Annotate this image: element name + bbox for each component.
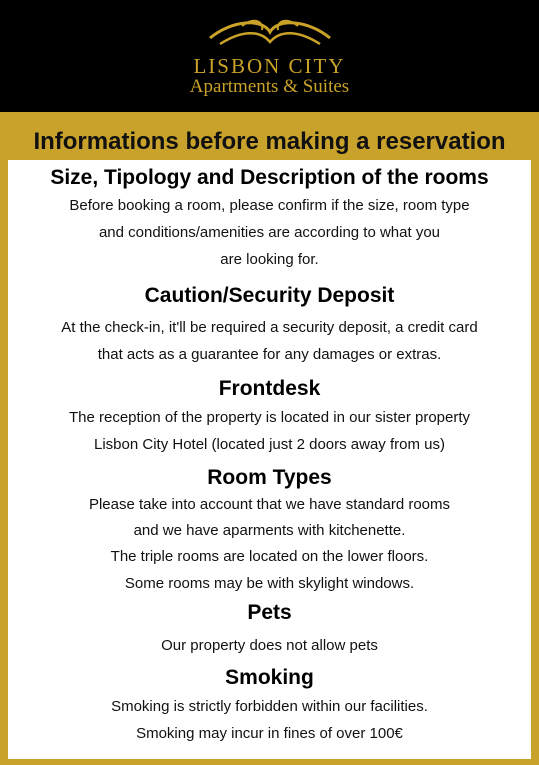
header-bar	[0, 0, 539, 112]
section-heading-room-types: Room Types	[207, 466, 332, 489]
section-heading-deposit: Caution/Security Deposit	[144, 284, 395, 307]
section-text-line: Please take into account that we have standard rooms	[88, 496, 451, 513]
section-text-line: Lisbon City Hotel (located just 2 doors away from us)	[94, 436, 445, 453]
section-text-line: are looking for.	[220, 251, 319, 268]
banner-title: Informations before making a reservation	[33, 128, 506, 155]
section-text-line: The triple rooms are located on the lower floors.	[110, 548, 429, 565]
brand-name: LISBON CITY	[193, 54, 346, 78]
section-heading-frontdesk: Frontdesk	[218, 377, 321, 400]
section-text-line: Before booking a room, please confirm if the size, room type	[69, 197, 470, 214]
section-text-line: The reception of the property is located in our sister property	[68, 409, 471, 426]
section-text-line: and we have aparments with kitchenette.	[133, 522, 406, 539]
section-heading-smoking: Smoking	[225, 666, 314, 689]
content-frame	[0, 112, 539, 765]
section-text-line: Our property does not allow pets	[161, 637, 378, 654]
section-text-line: Some rooms may be with skylight windows.	[124, 575, 415, 592]
section-text-line: At the check-in, it'll be required a security deposit, a credit card	[61, 319, 478, 336]
section-text-line: that acts as a guarantee for any damages or extras.	[97, 346, 442, 363]
brand-subtitle: Apartments & Suites	[189, 76, 350, 97]
section-heading-pets: Pets	[247, 601, 292, 624]
gold-swirl-ornament-icon	[202, 14, 338, 54]
section-heading-rooms: Size, Tipology and Description of the rooms	[50, 166, 489, 189]
section-text-line: Smoking is strictly forbidden within our facilities.	[111, 698, 428, 715]
section-text-line: Smoking may incur in fines of over 100€	[136, 725, 403, 742]
section-text-line: and conditions/amenities are according to what you	[98, 224, 441, 241]
content-panel	[8, 160, 531, 759]
